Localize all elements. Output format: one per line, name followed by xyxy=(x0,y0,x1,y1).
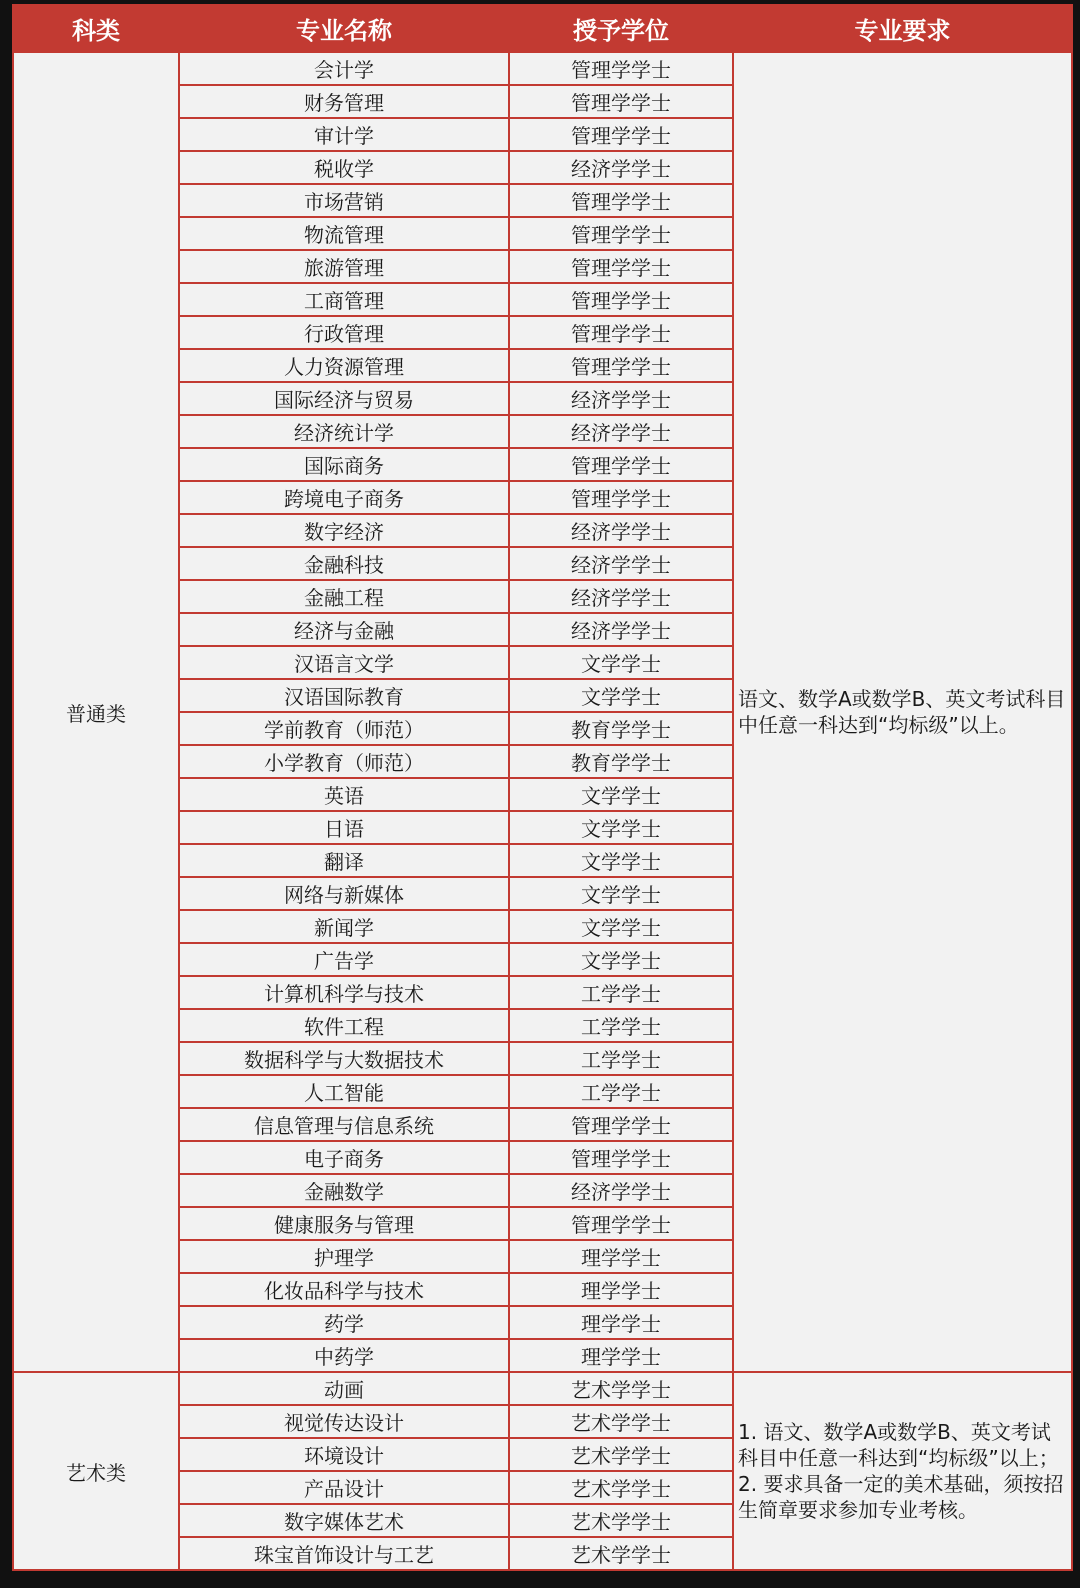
major-cell: 工商管理 xyxy=(179,283,509,316)
major-cell: 环境设计 xyxy=(179,1438,509,1471)
degree-cell: 艺术学学士 xyxy=(509,1504,733,1537)
degree-cell: 管理学学士 xyxy=(509,316,733,349)
degree-cell: 管理学学士 xyxy=(509,481,733,514)
major-cell: 学前教育（师范） xyxy=(179,712,509,745)
degree-cell: 文学学士 xyxy=(509,844,733,877)
majors-table xyxy=(12,4,1073,1571)
degree-cell: 文学学士 xyxy=(509,943,733,976)
major-cell: 信息管理与信息系统 xyxy=(179,1108,509,1141)
major-cell: 计算机科学与技术 xyxy=(179,976,509,1009)
major-cell: 人力资源管理 xyxy=(179,349,509,382)
degree-cell: 理学学士 xyxy=(509,1306,733,1339)
major-cell: 物流管理 xyxy=(179,217,509,250)
degree-cell: 经济学学士 xyxy=(509,415,733,448)
major-cell: 中药学 xyxy=(179,1339,509,1372)
degree-cell: 工学学士 xyxy=(509,976,733,1009)
degree-cell: 艺术学学士 xyxy=(509,1372,733,1405)
degree-cell: 经济学学士 xyxy=(509,151,733,184)
major-cell: 新闻学 xyxy=(179,910,509,943)
degree-cell: 管理学学士 xyxy=(509,349,733,382)
degree-cell: 管理学学士 xyxy=(509,250,733,283)
table-row xyxy=(13,1372,1072,1405)
table-row xyxy=(13,52,1072,85)
degree-cell: 管理学学士 xyxy=(509,1207,733,1240)
degree-cell: 文学学士 xyxy=(509,910,733,943)
requirement-cell: 语文、数学A或数学B、英文考试科目中任意一科达到“均标级”以上。 xyxy=(733,52,1072,1372)
major-cell: 金融数学 xyxy=(179,1174,509,1207)
header-major: 专业名称 xyxy=(179,5,509,52)
major-cell: 市场营销 xyxy=(179,184,509,217)
table-header-row xyxy=(13,5,1072,52)
degree-cell: 教育学学士 xyxy=(509,712,733,745)
degree-cell: 工学学士 xyxy=(509,1042,733,1075)
degree-cell: 文学学士 xyxy=(509,646,733,679)
major-cell: 审计学 xyxy=(179,118,509,151)
major-cell: 数据科学与大数据技术 xyxy=(179,1042,509,1075)
major-cell: 国际经济与贸易 xyxy=(179,382,509,415)
major-cell: 人工智能 xyxy=(179,1075,509,1108)
major-cell: 网络与新媒体 xyxy=(179,877,509,910)
major-cell: 数字媒体艺术 xyxy=(179,1504,509,1537)
degree-cell: 理学学士 xyxy=(509,1273,733,1306)
major-cell: 国际商务 xyxy=(179,448,509,481)
degree-cell: 经济学学士 xyxy=(509,613,733,646)
major-cell: 经济统计学 xyxy=(179,415,509,448)
major-cell: 会计学 xyxy=(179,52,509,85)
major-cell: 广告学 xyxy=(179,943,509,976)
category-cell: 艺术类 xyxy=(13,1372,179,1570)
degree-cell: 艺术学学士 xyxy=(509,1537,733,1570)
header-requirement: 专业要求 xyxy=(733,5,1072,52)
major-cell: 金融科技 xyxy=(179,547,509,580)
major-cell: 行政管理 xyxy=(179,316,509,349)
major-cell: 产品设计 xyxy=(179,1471,509,1504)
major-cell: 小学教育（师范） xyxy=(179,745,509,778)
major-cell: 珠宝首饰设计与工艺 xyxy=(179,1537,509,1570)
major-cell: 动画 xyxy=(179,1372,509,1405)
degree-cell: 经济学学士 xyxy=(509,547,733,580)
major-cell: 化妆品科学与技术 xyxy=(179,1273,509,1306)
major-cell: 日语 xyxy=(179,811,509,844)
major-cell: 税收学 xyxy=(179,151,509,184)
major-cell: 金融工程 xyxy=(179,580,509,613)
degree-cell: 工学学士 xyxy=(509,1075,733,1108)
degree-cell: 经济学学士 xyxy=(509,580,733,613)
major-cell: 电子商务 xyxy=(179,1141,509,1174)
degree-cell: 管理学学士 xyxy=(509,118,733,151)
category-cell: 普通类 xyxy=(13,52,179,1372)
major-cell: 护理学 xyxy=(179,1240,509,1273)
major-cell: 旅游管理 xyxy=(179,250,509,283)
degree-cell: 工学学士 xyxy=(509,1009,733,1042)
header-category: 科类 xyxy=(13,5,179,52)
major-cell: 跨境电子商务 xyxy=(179,481,509,514)
degree-cell: 理学学士 xyxy=(509,1339,733,1372)
degree-cell: 文学学士 xyxy=(509,778,733,811)
major-cell: 数字经济 xyxy=(179,514,509,547)
degree-cell: 经济学学士 xyxy=(509,382,733,415)
major-cell: 药学 xyxy=(179,1306,509,1339)
degree-cell: 文学学士 xyxy=(509,679,733,712)
degree-cell: 经济学学士 xyxy=(509,514,733,547)
requirement-cell: 1. 语文、数学A或数学B、英文考试科目中任意一科达到“均标级”以上； 2. 要求具备一定的美术基础，须按招生简章要求参加专业考核。 xyxy=(733,1372,1072,1570)
degree-cell: 管理学学士 xyxy=(509,283,733,316)
major-cell: 财务管理 xyxy=(179,85,509,118)
table-body xyxy=(13,52,1072,1570)
degree-cell: 经济学学士 xyxy=(509,1174,733,1207)
degree-cell: 管理学学士 xyxy=(509,52,733,85)
degree-cell: 艺术学学士 xyxy=(509,1405,733,1438)
degree-cell: 教育学学士 xyxy=(509,745,733,778)
degree-cell: 理学学士 xyxy=(509,1240,733,1273)
degree-cell: 管理学学士 xyxy=(509,85,733,118)
degree-cell: 管理学学士 xyxy=(509,1108,733,1141)
major-cell: 视觉传达设计 xyxy=(179,1405,509,1438)
major-cell: 软件工程 xyxy=(179,1009,509,1042)
major-cell: 经济与金融 xyxy=(179,613,509,646)
major-cell: 汉语国际教育 xyxy=(179,679,509,712)
degree-cell: 管理学学士 xyxy=(509,1141,733,1174)
degree-cell: 文学学士 xyxy=(509,877,733,910)
major-cell: 英语 xyxy=(179,778,509,811)
major-cell: 翻译 xyxy=(179,844,509,877)
header-degree: 授予学位 xyxy=(509,5,733,52)
degree-cell: 管理学学士 xyxy=(509,448,733,481)
degree-cell: 艺术学学士 xyxy=(509,1438,733,1471)
degree-cell: 艺术学学士 xyxy=(509,1471,733,1504)
degree-cell: 管理学学士 xyxy=(509,217,733,250)
major-cell: 健康服务与管理 xyxy=(179,1207,509,1240)
degree-cell: 管理学学士 xyxy=(509,184,733,217)
major-cell: 汉语言文学 xyxy=(179,646,509,679)
degree-cell: 文学学士 xyxy=(509,811,733,844)
